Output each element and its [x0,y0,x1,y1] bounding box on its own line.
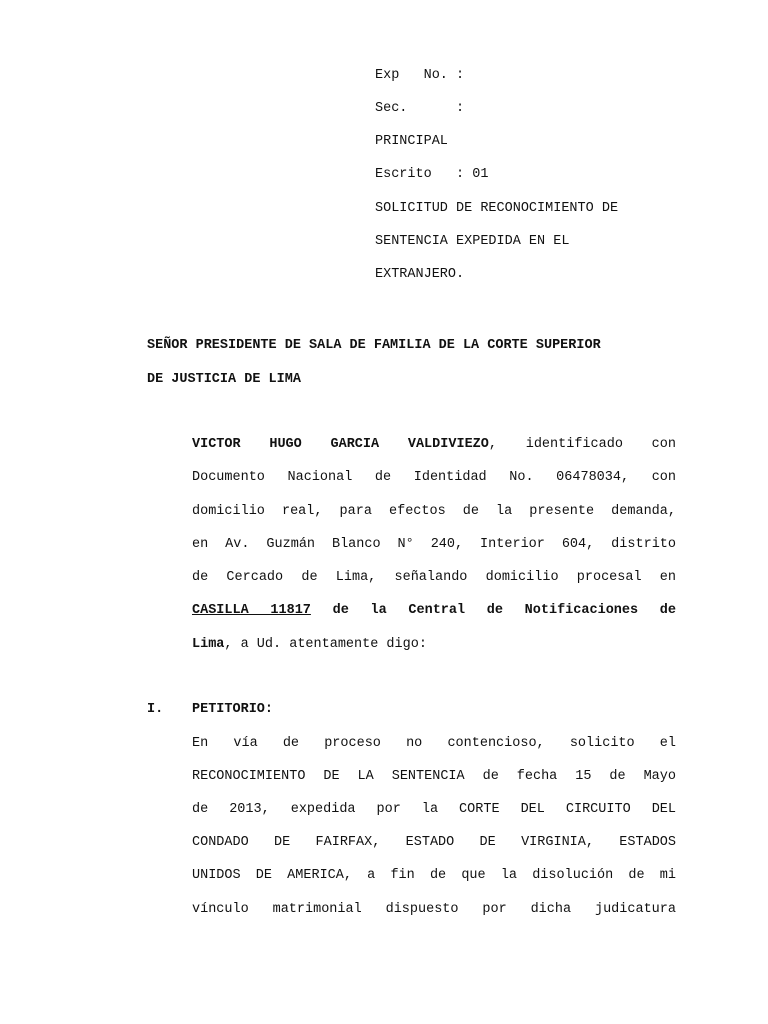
intro-line-3: domicilio real, para efectos de la presente demanda, [192,504,676,519]
intro-line-6 [192,601,676,621]
petitorio-line-1: En vía de proceso no contencioso, solicito el [192,736,676,751]
secretario-label: Sec. : [375,101,465,116]
intro-line-7 [192,635,427,655]
casilla-number: CASILLA 11817 [192,603,311,618]
intro-line-1 [192,435,676,455]
intro-line-2: Documento Nacional de Identidad No. 06478034, con [192,470,676,485]
section-1-numeral: I. [147,702,164,717]
sumilla-line-3: EXTRANJERO. [375,267,465,282]
intro-line-4: en Av. Guzmán Blanco N° 240, Interior 604, distrito [192,537,676,552]
intro-line-7-rest: , a Ud. atentamente digo: [224,637,427,652]
sumilla-line-1: SOLICITUD DE RECONOCIMIENTO DE [375,201,619,216]
cuaderno-label: PRINCIPAL [375,134,448,149]
expediente-label: Exp No. : [375,68,465,83]
intro-line-1-rest: , identificado con [488,437,676,452]
petitorio-line-3: de 2013, expedida por la CORTE DEL CIRCUITO DEL [192,802,676,817]
lima-text: Lima [192,637,225,652]
addressee-line-2: DE JUSTICIA DE LIMA [147,372,301,387]
sumilla-line-2: SENTENCIA EXPEDIDA EN EL [375,234,570,249]
petitorio-line-6: vínculo matrimonial dispuesto por dicha judicatura [192,902,676,917]
intro-line-6-rest: de la Central de Notificaciones de [332,603,676,618]
intro-line-5: de Cercado de Lima, señalando domicilio procesal en [192,570,676,585]
petitorio-line-4: CONDADO DE FAIRFAX, ESTADO DE VIRGINIA, ESTADOS [192,835,676,850]
escrito-label: Escrito : 01 [375,167,489,182]
petitorio-line-2: RECONOCIMIENTO DE LA SENTENCIA de fecha 15 de Mayo [192,769,676,784]
section-1-title: PETITORIO: [192,702,274,717]
petitorio-line-5: UNIDOS DE AMERICA, a fin de que la disolución de mi [192,868,676,883]
petitioner-name: VICTOR HUGO GARCIA VALDIVIEZO [192,437,489,452]
addressee-line-1: SEÑOR PRESIDENTE DE SALA DE FAMILIA DE LA CORTE SUPERIOR [147,338,601,353]
